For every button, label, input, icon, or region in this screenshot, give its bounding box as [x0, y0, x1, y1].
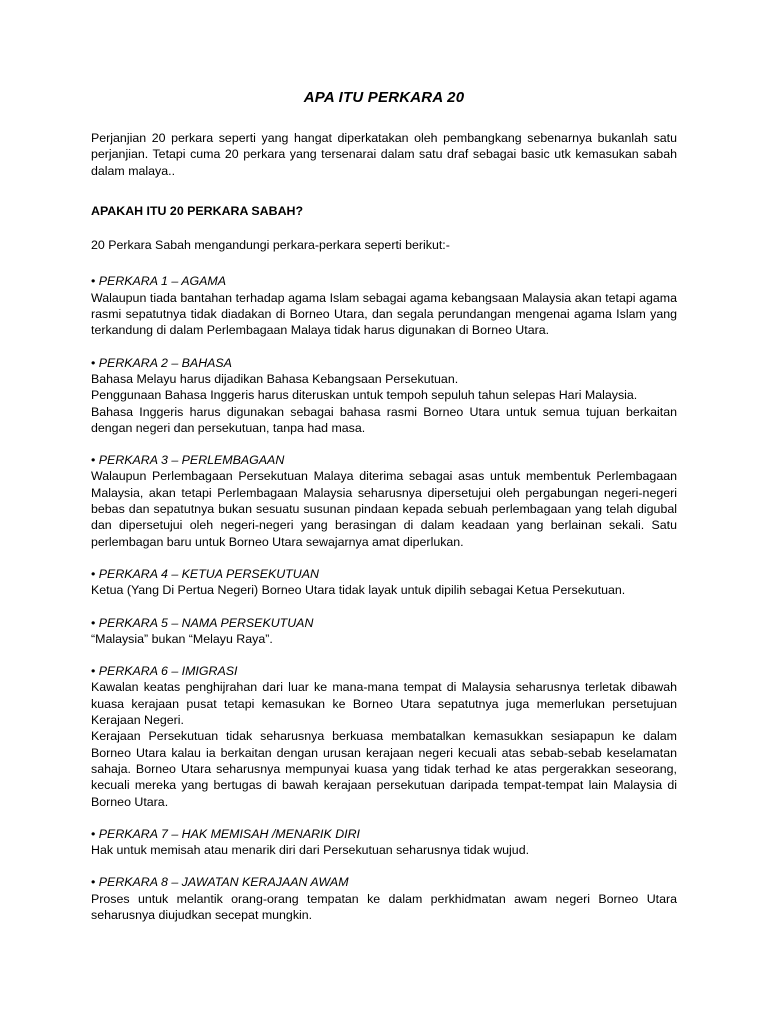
section-paragraph: Bahasa Melayu harus dijadikan Bahasa Kebangsaan Persekutuan.: [91, 371, 459, 386]
section-heading: [91, 874, 677, 890]
perkara-section: [91, 355, 677, 436]
section-paragraph: Kerajaan Persekutuan tidak seharusnya berkuasa membatalkan kemasukkan sesiapapun ke dalam Borneo Utara kalau ia berkaitan dengan urusan kerajaan negeri kecuali atas sebab-sebab keselamatan sahaja. Borneo Utara seharusnya mempunyai kuasa yang tidak terhad ke atas pergerakkan seseorang, kecuali mereka yang bertugas di bawah kerajaan persekutuan daripada tempat-tempat lain Malaysia di Borneo Utara.: [91, 729, 677, 809]
section-paragraph: Ketua (Yang Di Pertua Negeri) Borneo Utara tidak layak untuk dipilih sebagai Ketua Persekutuan.: [91, 583, 626, 598]
section-paragraph: Proses untuk melantik orang-orang tempatan ke dalam perkhidmatan awam negeri Borneo Utara seharusnya diujudkan secepat mungkin.: [91, 891, 677, 922]
section-body: [91, 468, 677, 549]
bullet-icon: •: [91, 615, 96, 630]
section-heading-text: PERKARA 2 – BAHASA: [98, 355, 232, 370]
section-paragraph: Penggunaan Bahasa Inggeris harus diteruskan untuk tempoh sepuluh tahun selepas Hari Malaysia.: [91, 388, 638, 403]
section-list: [91, 273, 677, 923]
section-heading-text: PERKARA 4 – KETUA PERSEKUTUAN: [98, 566, 319, 581]
bullet-icon: •: [91, 355, 96, 370]
section-paragraph: Walaupun Perlembagaan Persekutuan Malaya diterima sebagai asas untuk membentuk Perlembagaan Malaysia, akan tetapi Perlembagaan Malaysia seharusnya dipersetujui oleh pergabungan negeri-negeri bebas dan sepatutnya bukan sesuatu susunan pindaan kepada sebuah perlembagaan yang telah digubal dan dipersetujui oleh negeri-negeri yang berasingan di dalam keadaan yang berlainan sekali. Satu perlembagan baru untuk Borneo Utara sewajarnya amat diperlukan.: [91, 469, 677, 549]
perkara-section: [91, 615, 677, 648]
section-body: [91, 631, 677, 647]
bullet-icon: •: [91, 453, 96, 468]
perkara-section: [91, 566, 677, 599]
section-body: [91, 842, 677, 858]
subheading: APAKAH ITU 20 PERKARA SABAH?: [91, 203, 304, 218]
perkara-section: [91, 826, 677, 859]
section-body: [91, 582, 677, 598]
perkara-section: [91, 452, 677, 550]
lead-in-text: 20 Perkara Sabah mengandungi perkara-perkara seperti berikut:-: [91, 238, 450, 253]
bullet-icon: •: [91, 566, 96, 581]
bullet-icon: •: [91, 875, 96, 890]
document-title: APA ITU PERKARA 20: [303, 89, 465, 106]
section-heading: [91, 566, 677, 582]
intro-paragraph: Perjanjian 20 perkara seperti yang hangat diperkatakan oleh pembangkang sebenarnya bukanlah satu perjanjian. Tetapi cuma 20 perkara yang tersenarai dalam satu draf sebagai basic utk kemasukan sabah dalam malaya..: [91, 131, 677, 178]
bullet-icon: •: [91, 826, 96, 841]
section-heading: [91, 826, 677, 842]
section-body: [91, 290, 677, 339]
section-body: [91, 679, 677, 809]
section-heading-text: PERKARA 5 – NAMA PERSEKUTUAN: [98, 615, 314, 630]
section-paragraph: Walaupun tiada bantahan terhadap agama Islam sebagai agama kebangsaan Malaysia akan tetapi agama rasmi sepatutnya tidak diadakan di Borneo Utara, dan segala perundangan mengenai agama Islam yang terkandung di dalam Perlembagaan Malaya tidak harus digunakan di Borneo Utara.: [91, 290, 677, 338]
section-body: [91, 891, 677, 924]
section-heading-text: PERKARA 3 – PERLEMBAGAAN: [98, 453, 285, 468]
section-paragraph: Bahasa Inggeris harus digunakan sebagai bahasa rasmi Borneo Utara untuk semua tujuan berkaitan dengan negeri dan persekutuan, tanpa had masa.: [91, 404, 677, 435]
section-heading: [91, 355, 677, 371]
section-heading-text: PERKARA 6 – IMIGRASI: [98, 664, 238, 679]
section-heading: [91, 615, 677, 631]
section-paragraph: Hak untuk memisah atau menarik diri dari Persekutuan seharusnya tidak wujud.: [91, 843, 530, 858]
perkara-section: [91, 273, 677, 338]
section-heading: [91, 273, 677, 289]
perkara-section: [91, 663, 677, 810]
section-heading-text: PERKARA 7 – HAK MEMISAH /MENARIK DIRI: [98, 826, 360, 841]
bullet-icon: •: [91, 664, 96, 679]
document-page: [91, 88, 677, 939]
section-heading-text: PERKARA 8 – JAWATAN KERAJAAN AWAM: [98, 875, 349, 890]
section-heading: [91, 663, 677, 679]
section-paragraph: “Malaysia” bukan “Melayu Raya”.: [91, 631, 273, 646]
section-heading-text: PERKARA 1 – AGAMA: [98, 274, 226, 289]
bullet-icon: •: [91, 274, 96, 289]
perkara-section: [91, 874, 677, 923]
section-heading: [91, 452, 677, 468]
section-paragraph: Kawalan keatas penghijrahan dari luar ke mana-mana tempat di Malaysia seharusnya terletak dibawah kuasa kerajaan pusat tetapi kemasukan ke Borneo Utara sepatutnya juga memerlukan persetujuan Kerajaan Negeri.: [91, 680, 677, 728]
section-body: [91, 371, 677, 436]
